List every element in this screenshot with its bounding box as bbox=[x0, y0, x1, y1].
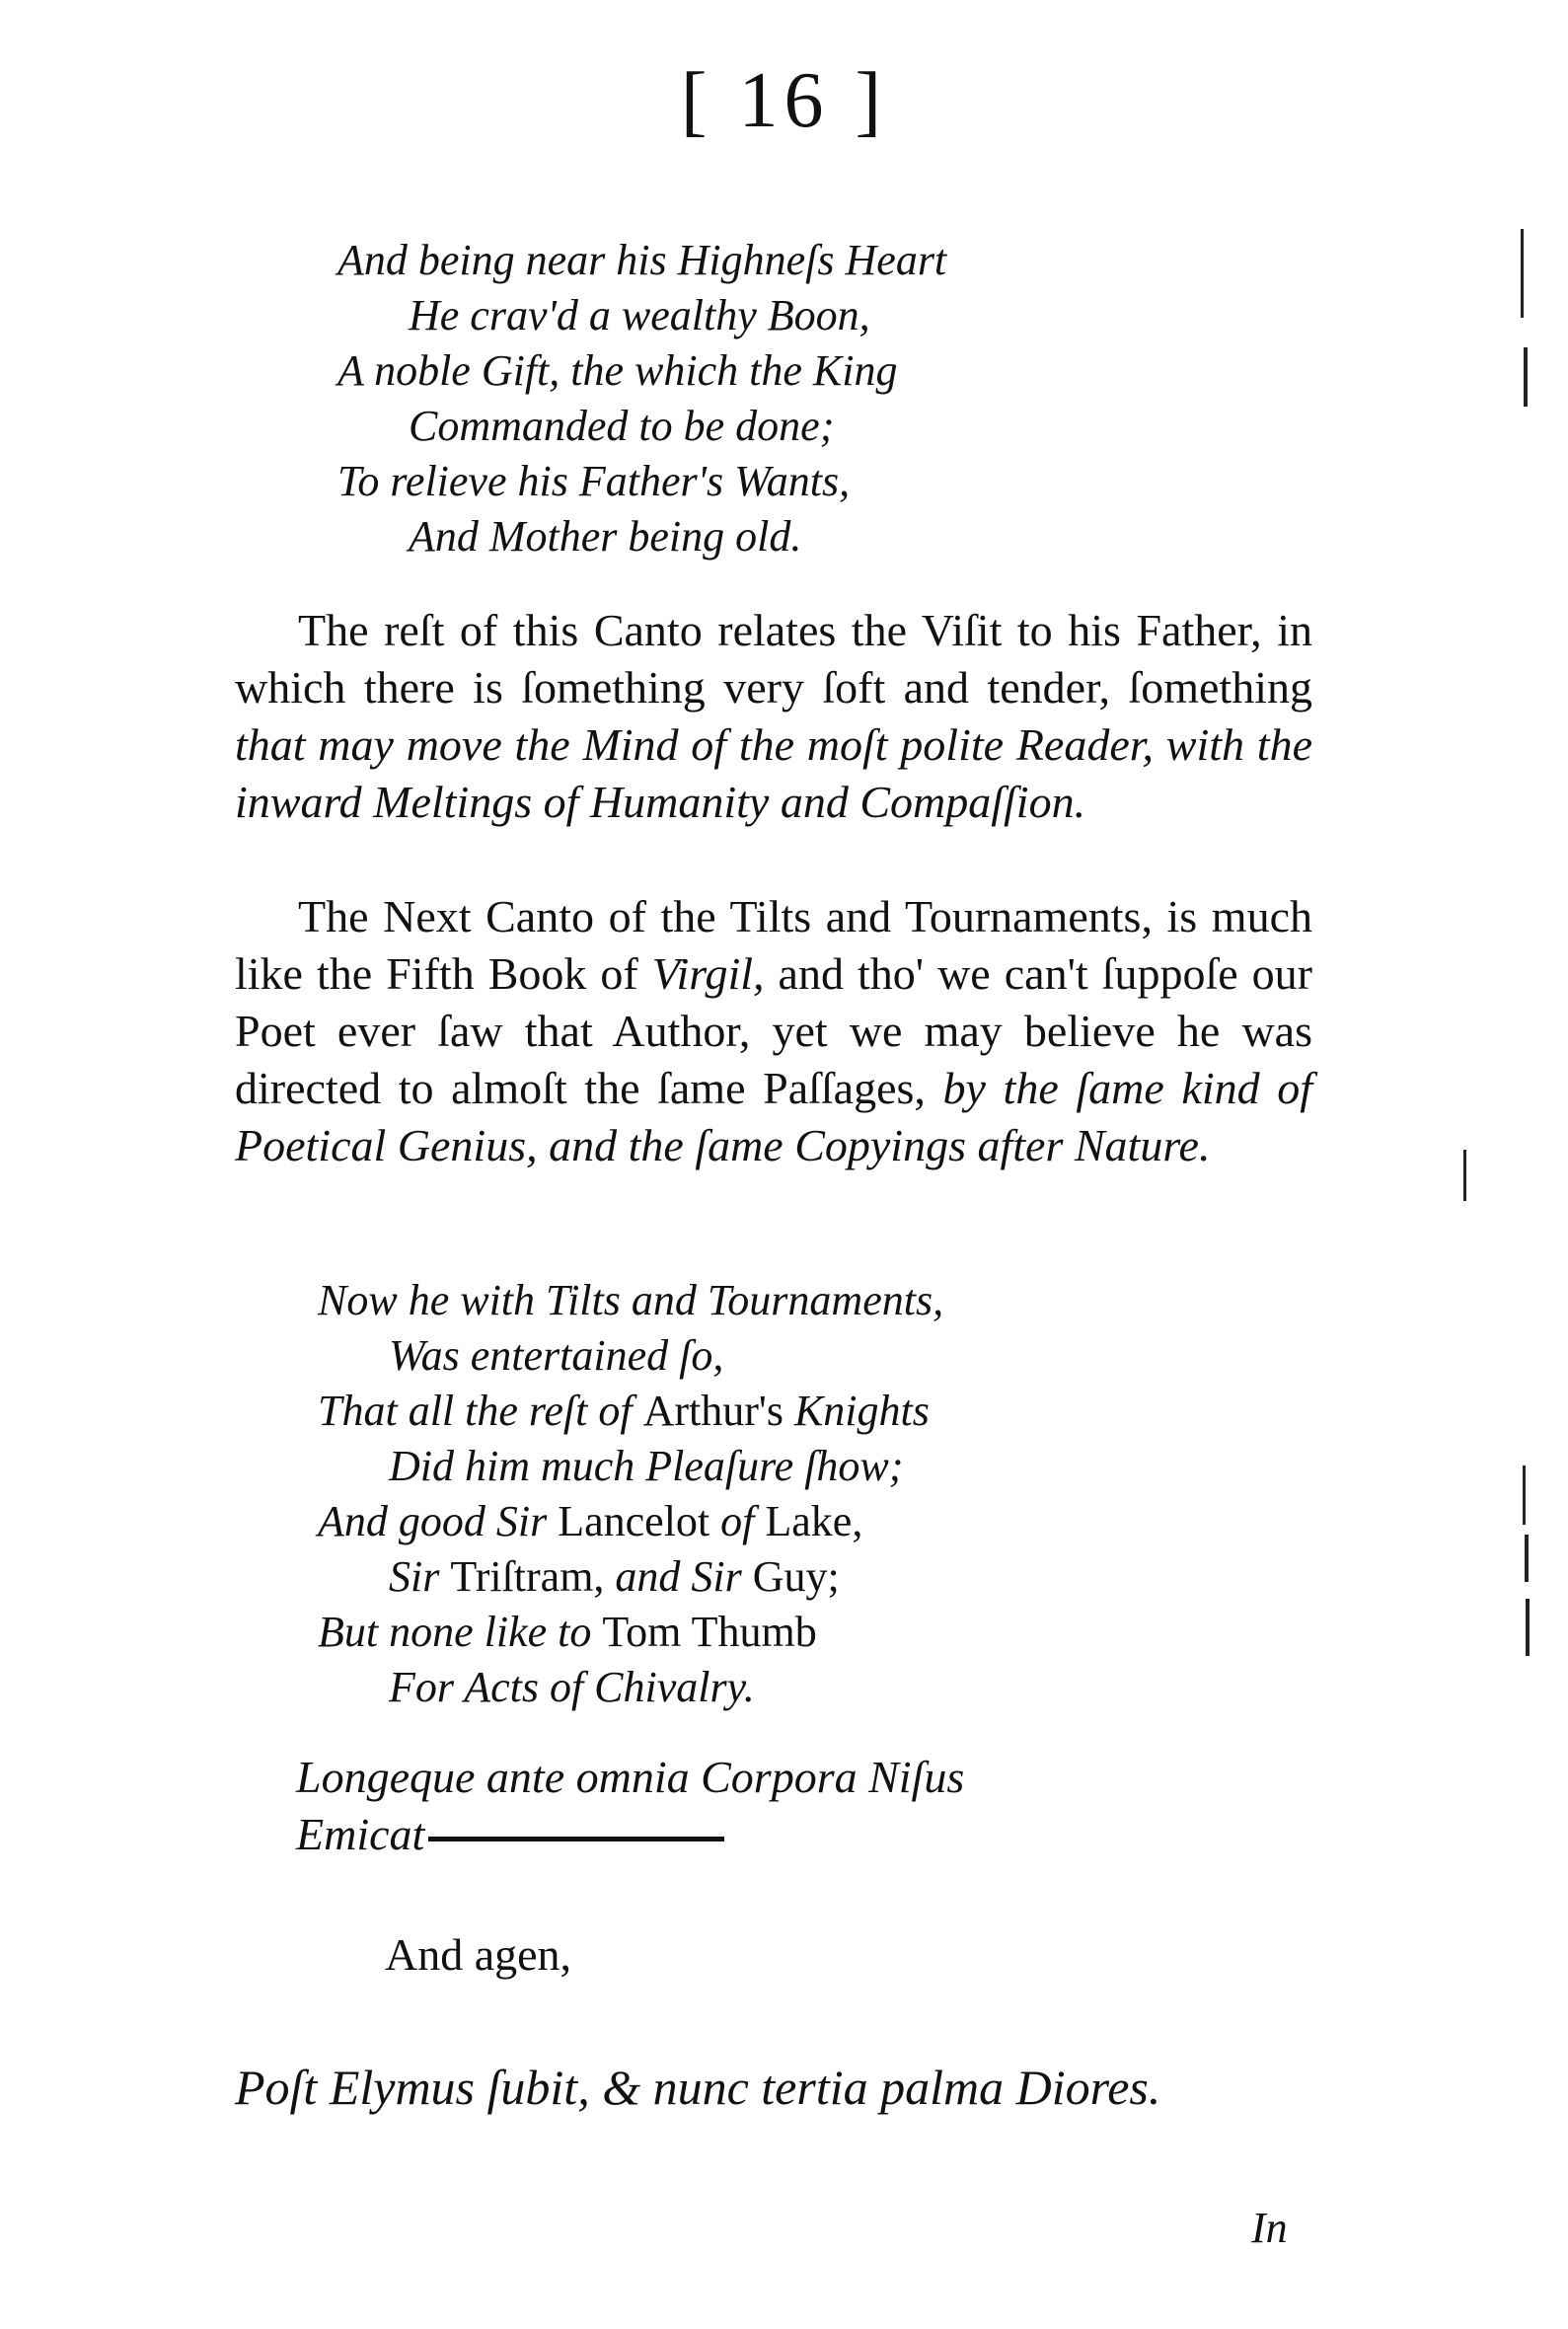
verse-name-roman: Guy; bbox=[752, 1552, 840, 1601]
verse-line bbox=[318, 1384, 943, 1439]
transition-text: And agen, bbox=[385, 1929, 572, 1980]
verse-text-italic: of bbox=[720, 1497, 755, 1545]
bleed-through-mark bbox=[1523, 1465, 1526, 1525]
verse-line: And Mother being old. bbox=[409, 512, 802, 561]
verse-line: To relieve his Father's Wants, bbox=[337, 457, 851, 505]
latin-line bbox=[296, 1806, 964, 1863]
paragraph-text-italic: by the ſame kind of Poetical Genius, and the ſame Copyings after Nature. bbox=[235, 1063, 1312, 1170]
latin-quotation-1 bbox=[296, 1749, 964, 1863]
verse-line: Now he with Tilts and Tournaments, bbox=[318, 1276, 944, 1324]
verse-line: A noble Gift, the which the King bbox=[337, 346, 898, 395]
bleed-through-mark bbox=[1463, 1150, 1466, 1201]
latin-line-text: Emicat bbox=[296, 1809, 425, 1859]
prose-paragraph-1 bbox=[235, 602, 1312, 831]
verse-line: And being near his Highneſs Heart bbox=[337, 236, 947, 284]
verse-stanza-2 bbox=[318, 1273, 943, 1715]
verse-name-roman: Lake, bbox=[765, 1497, 863, 1545]
paragraph-text-italic: Virgil, bbox=[651, 948, 765, 999]
verse-line: Was entertained ſo, bbox=[389, 1331, 724, 1380]
verse-line bbox=[318, 1549, 943, 1605]
page-number: [ 16 ] bbox=[680, 57, 888, 144]
verse-name-roman: Triſtram, bbox=[450, 1552, 605, 1601]
prose-paragraph-2 bbox=[235, 888, 1312, 1174]
paragraph-text-italic: that may move the Mind of the moſt polite Reader, with the inward Meltings of Humanity and Compaſſion. bbox=[235, 719, 1312, 827]
verse-text-italic: That all the reſt of bbox=[318, 1387, 633, 1435]
verse-line bbox=[318, 1605, 943, 1660]
verse-name-roman: Arthur's bbox=[642, 1387, 784, 1435]
paragraph-text-roman: The Next Canto of the Tilts and Tournaments, is much like the Fifth Book of bbox=[235, 891, 1312, 999]
bleed-through-mark bbox=[1526, 1599, 1530, 1656]
dash-rule bbox=[428, 1837, 724, 1841]
verse-text-italic: Knights bbox=[793, 1387, 930, 1435]
verse-stanza-1 bbox=[337, 233, 946, 564]
latin-line: Longeque ante omnia Corpora Niſus bbox=[296, 1752, 965, 1802]
verse-text-italic: and Sir bbox=[615, 1552, 742, 1601]
verse-name-roman: Tom Thumb bbox=[602, 1608, 817, 1656]
verse-text-italic: Sir bbox=[389, 1552, 440, 1601]
verse-line: Did him much Pleaſure ſhow; bbox=[389, 1442, 904, 1490]
bleed-through-mark bbox=[1521, 229, 1524, 318]
verse-line: He crav'd a wealthy Boon, bbox=[409, 291, 870, 339]
bleed-through-mark bbox=[1524, 347, 1528, 407]
verse-text-italic: And good Sir bbox=[318, 1497, 548, 1545]
paragraph-text-roman: The reſt of this Canto relates the Viſit to his Father, in which there is ſomething very ſoft and tender, ſomething bbox=[235, 605, 1312, 713]
verse-text-italic: But none like to bbox=[318, 1608, 592, 1656]
verse-line bbox=[318, 1494, 943, 1549]
paragraph-text-roman: and tho' we can't ſuppoſe our Poet ever ſaw that Author, yet we may believe he was directed to almoſt the ſame Paſſages, bbox=[235, 948, 1313, 1113]
latin-quotation-2: Poſt Elymus ſubit, & nunc tertia palma Diores. bbox=[235, 2060, 1161, 2115]
catchword: In bbox=[1251, 2204, 1288, 2252]
verse-line: For Acts of Chivalry. bbox=[389, 1663, 755, 1711]
bleed-through-mark bbox=[1525, 1535, 1529, 1582]
verse-line: Commanded to be done; bbox=[409, 402, 835, 450]
verse-name-roman: Lancelot bbox=[558, 1497, 710, 1545]
